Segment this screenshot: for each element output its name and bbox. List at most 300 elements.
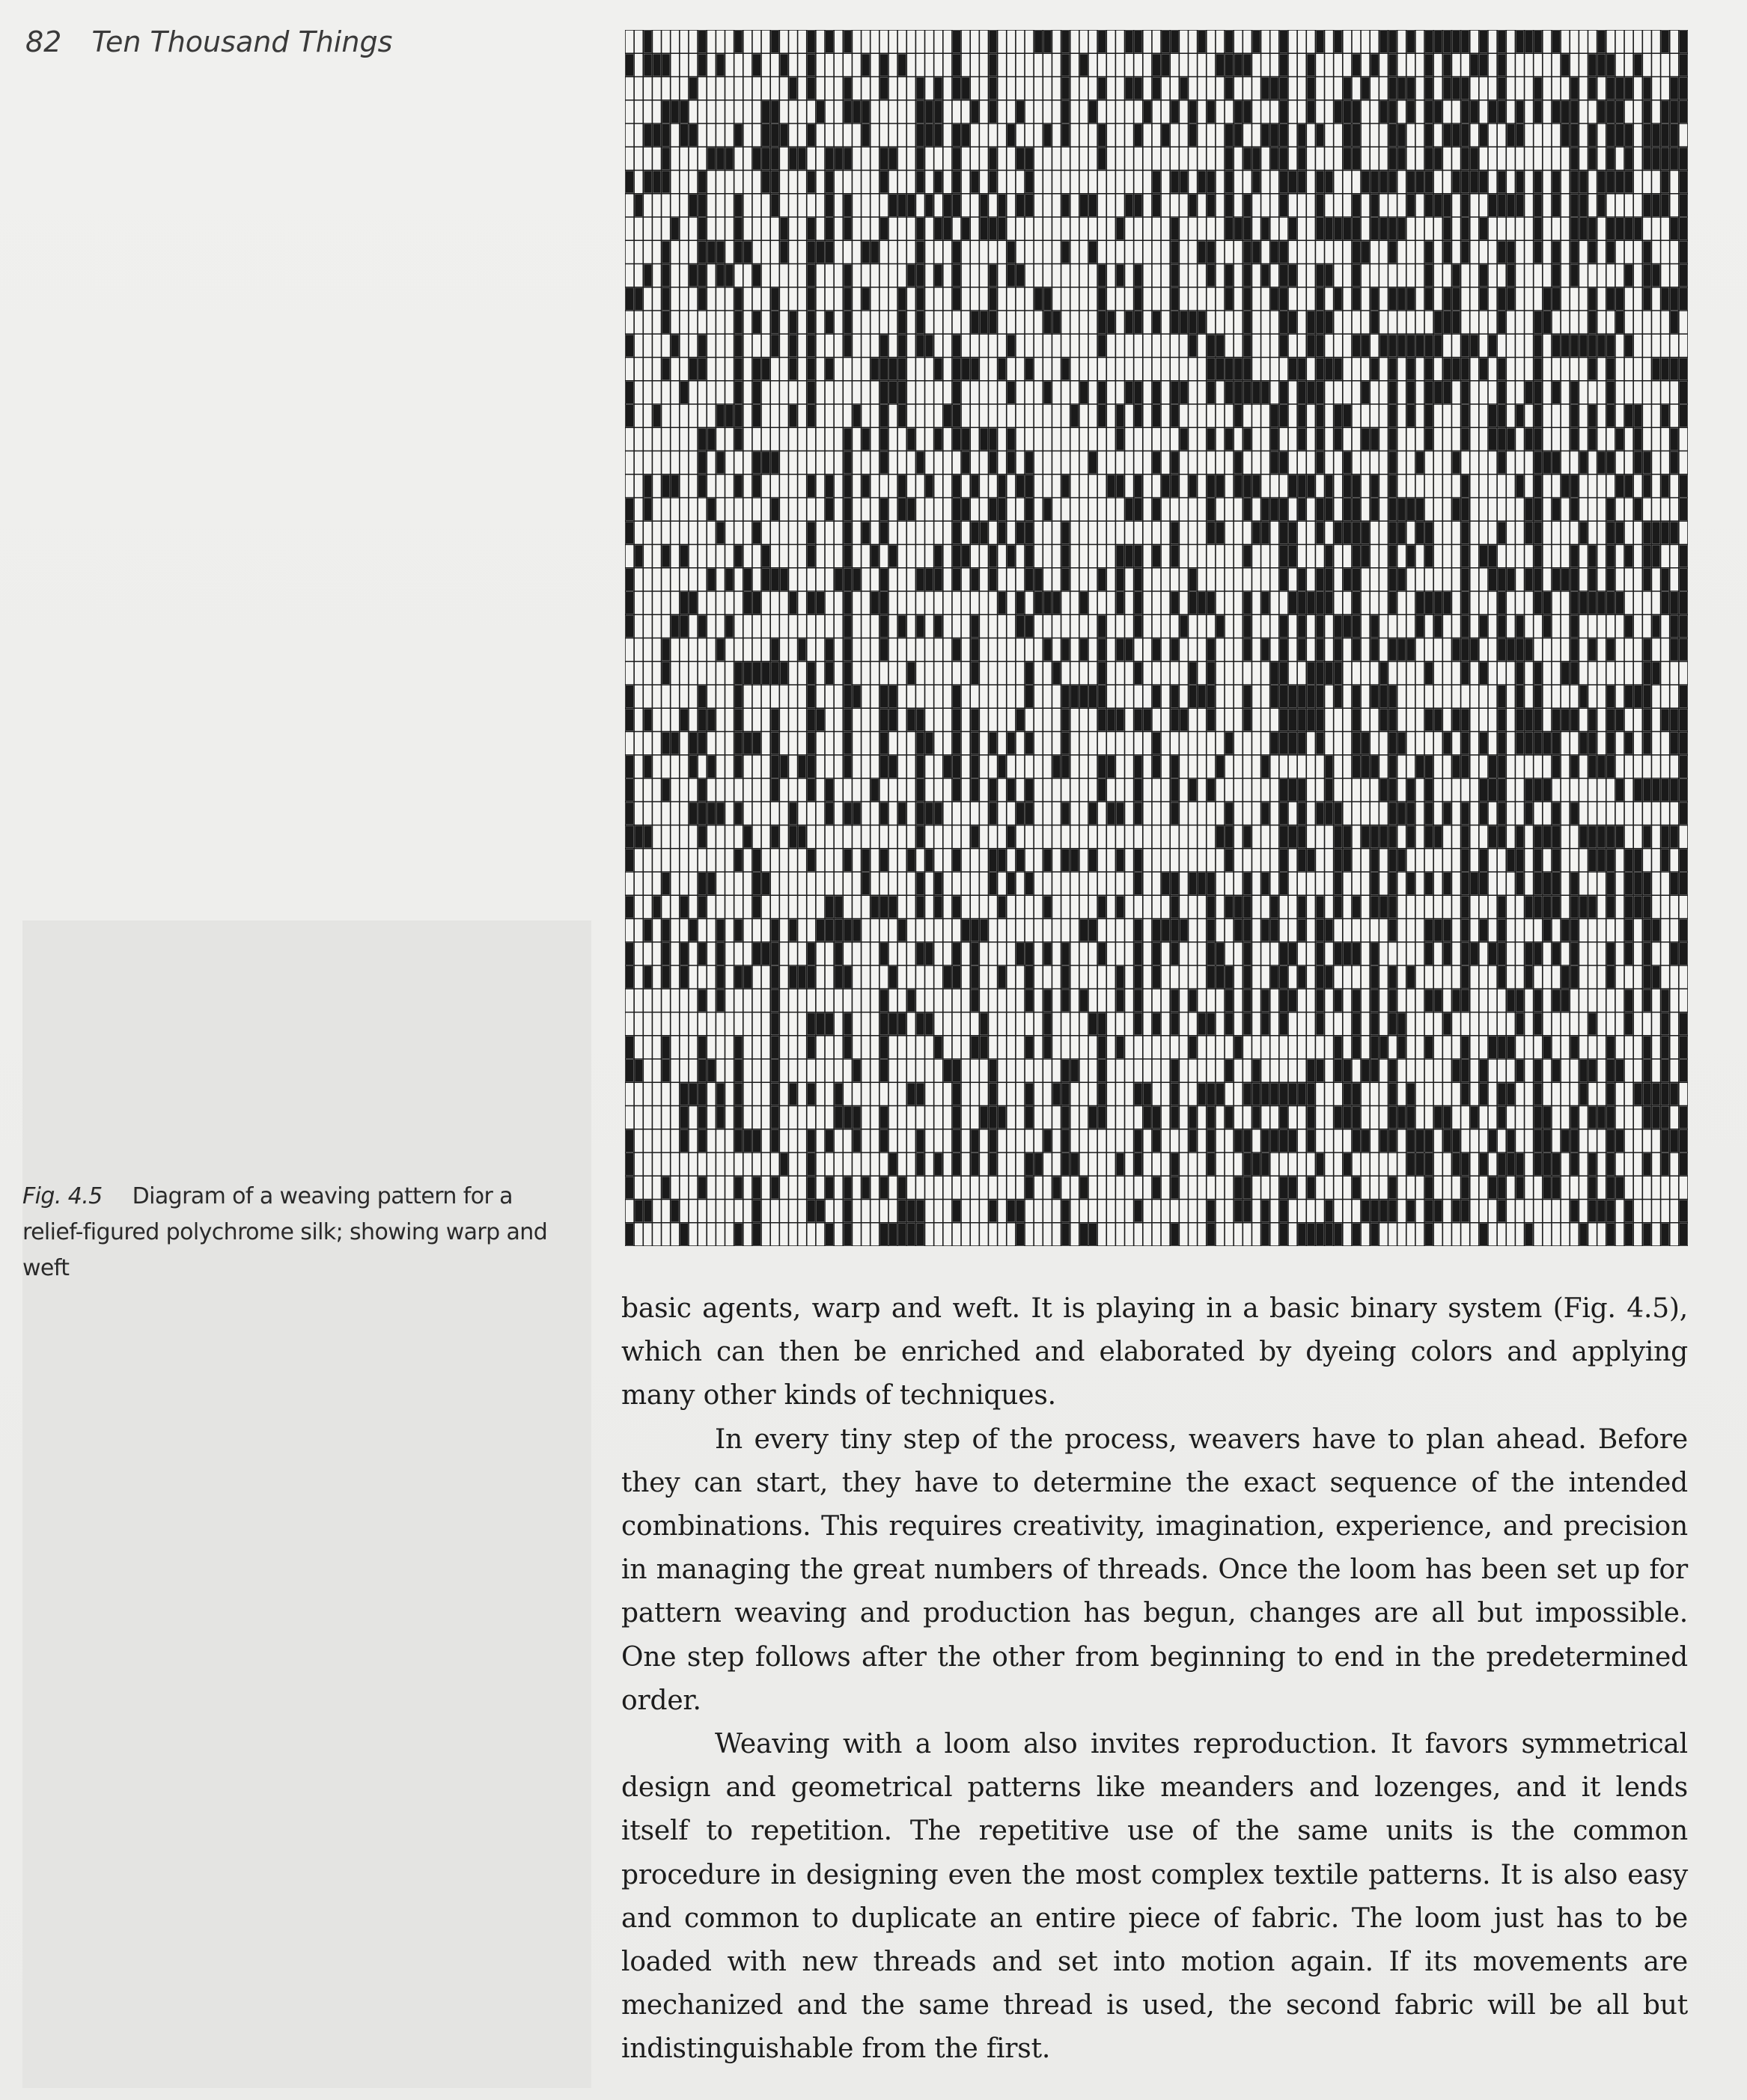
filled-cell (1662, 826, 1669, 848)
filled-cell (953, 966, 960, 988)
filled-cell (1016, 265, 1024, 287)
filled-cell (1062, 1224, 1070, 1245)
filled-cell (1589, 756, 1597, 778)
filled-cell (1280, 101, 1287, 123)
filled-cell (1443, 241, 1451, 263)
filled-cell (1353, 1224, 1360, 1245)
filled-cell (1116, 966, 1123, 988)
filled-cell (1207, 265, 1215, 287)
filled-cell (1280, 1083, 1287, 1105)
filled-cell (1589, 358, 1597, 380)
filled-cell (1025, 546, 1033, 567)
filled-cell (1098, 709, 1106, 730)
filled-cell (644, 756, 651, 778)
filled-cell (1316, 569, 1323, 590)
filled-cell (1280, 779, 1287, 801)
filled-cell (698, 989, 706, 1011)
filled-cell (1680, 382, 1687, 403)
filled-cell (1171, 779, 1178, 801)
filled-cell (844, 195, 851, 216)
filled-cell (1671, 1130, 1678, 1152)
filled-cell (1498, 1176, 1505, 1198)
filled-cell (1344, 78, 1351, 100)
filled-cell (1307, 709, 1314, 730)
filled-cell (1652, 522, 1659, 543)
filled-cell (1643, 101, 1650, 123)
filled-cell (1071, 405, 1079, 427)
filled-cell (998, 475, 1006, 497)
filled-cell (1671, 428, 1678, 450)
filled-cell (635, 288, 642, 310)
filled-cell (889, 1013, 897, 1035)
filled-cell (726, 569, 734, 590)
filled-cell (1379, 896, 1387, 918)
filled-cell (1680, 615, 1687, 637)
filled-cell (926, 849, 933, 871)
filled-cell (735, 966, 743, 988)
filled-cell (1625, 1200, 1632, 1222)
filled-cell (1589, 54, 1597, 76)
filled-cell (1534, 896, 1542, 918)
filled-cell (1062, 849, 1070, 871)
filled-cell (1171, 1153, 1178, 1175)
filled-cell (735, 335, 743, 356)
filled-cell (1371, 849, 1378, 871)
filled-cell (1407, 873, 1415, 894)
filled-cell (1452, 498, 1460, 520)
filled-cell (1570, 615, 1578, 637)
filled-cell (1016, 802, 1024, 824)
filled-cell (1579, 335, 1587, 356)
filled-cell (1398, 639, 1406, 661)
filled-cell (853, 1107, 860, 1129)
filled-cell (835, 966, 842, 988)
filled-cell (1126, 78, 1133, 100)
filled-cell (989, 1083, 996, 1105)
filled-cell (1607, 522, 1615, 543)
filled-cell (753, 733, 760, 754)
filled-cell (1298, 124, 1305, 146)
filled-cell (1135, 709, 1142, 730)
filled-cell (753, 147, 760, 169)
filled-cell (1126, 382, 1133, 403)
filled-cell (1153, 943, 1160, 965)
filled-cell (1234, 54, 1242, 76)
filled-cell (962, 920, 969, 941)
filled-cell (1353, 1107, 1360, 1129)
filled-cell (1207, 475, 1215, 497)
filled-cell (1280, 686, 1287, 707)
filled-cell (916, 147, 924, 169)
filled-cell (989, 849, 996, 871)
filled-cell (1525, 733, 1533, 754)
filled-cell (1598, 171, 1606, 193)
filled-cell (698, 802, 706, 824)
paragraph-1: basic agents, warp and weft. It is playing in a basic binary system (Fig. 4.5), which can then be enriched and elaborated by dyeing colors and applying many other kinds of techniques. (621, 1293, 1688, 1411)
filled-cell (1607, 1176, 1615, 1198)
filled-cell (1452, 311, 1460, 333)
filled-cell (844, 1200, 851, 1222)
filled-cell (916, 802, 924, 824)
filled-cell (735, 733, 743, 754)
filled-cell (1025, 1037, 1033, 1058)
filled-cell (1243, 335, 1251, 356)
filled-cell (1098, 686, 1106, 707)
filled-cell (1153, 686, 1160, 707)
filled-cell (1680, 1130, 1687, 1152)
filled-cell (726, 405, 734, 427)
filled-cell (1534, 1060, 1542, 1081)
filled-cell (1388, 78, 1396, 100)
filled-cell (862, 54, 870, 76)
filled-cell (1552, 31, 1560, 52)
filled-cell (662, 639, 670, 661)
filled-cell (1307, 335, 1314, 356)
filled-cell (1671, 1083, 1678, 1105)
filled-cell (880, 1037, 888, 1058)
filled-cell (1498, 826, 1505, 848)
filled-cell (1162, 31, 1169, 52)
filled-cell (1589, 405, 1597, 427)
filled-cell (880, 849, 888, 871)
filled-cell (1262, 265, 1269, 287)
filled-cell (971, 662, 978, 684)
filled-cell (1198, 686, 1206, 707)
filled-cell (1016, 615, 1024, 637)
filled-cell (844, 709, 851, 730)
filled-cell (1189, 124, 1196, 146)
filled-cell (1353, 522, 1360, 543)
filled-cell (1425, 54, 1433, 76)
filled-cell (1216, 358, 1224, 380)
filled-cell (1625, 943, 1632, 965)
filled-cell (1207, 592, 1215, 614)
filled-cell (980, 1013, 987, 1035)
filled-cell (1080, 1176, 1088, 1198)
filled-cell (1107, 475, 1115, 497)
filled-cell (1407, 966, 1415, 988)
filled-cell (1552, 826, 1560, 848)
filled-cell (953, 779, 960, 801)
filled-cell (1552, 733, 1560, 754)
filled-cell (671, 335, 679, 356)
filled-cell (753, 265, 760, 287)
filled-cell (1498, 639, 1505, 661)
filled-cell (1534, 1083, 1542, 1105)
filled-cell (880, 171, 888, 193)
filled-cell (1407, 802, 1415, 824)
filled-cell (1353, 733, 1360, 754)
filled-cell (698, 1083, 706, 1105)
filled-cell (880, 686, 888, 707)
filled-cell (1643, 147, 1650, 169)
filled-cell (1516, 615, 1523, 637)
filled-cell (1371, 288, 1378, 310)
filled-cell (880, 989, 888, 1011)
filled-cell (1016, 709, 1024, 730)
filled-cell (735, 686, 743, 707)
filled-cell (808, 1200, 815, 1222)
filled-cell (689, 265, 697, 287)
filled-cell (1098, 639, 1106, 661)
filled-cell (880, 1060, 888, 1081)
filled-cell (1326, 802, 1333, 824)
filled-cell (1498, 382, 1505, 403)
filled-cell (707, 756, 715, 778)
filled-cell (1326, 592, 1333, 614)
filled-cell (1225, 288, 1233, 310)
filled-cell (735, 802, 743, 824)
filled-cell (1089, 1013, 1097, 1035)
filled-cell (1516, 1060, 1523, 1081)
filled-cell (644, 54, 651, 76)
filled-cell (1234, 218, 1242, 239)
filled-cell (916, 943, 924, 965)
filled-cell (1280, 849, 1287, 871)
filled-cell (1598, 1107, 1606, 1129)
filled-cell (1616, 779, 1623, 801)
filled-cell (1462, 733, 1469, 754)
filled-cell (662, 546, 670, 567)
filled-cell (644, 920, 651, 941)
filled-cell (762, 124, 769, 146)
filled-cell (808, 522, 815, 543)
filled-cell (735, 31, 743, 52)
filled-cell (1326, 218, 1333, 239)
filled-cell (1498, 1153, 1505, 1175)
filled-cell (680, 101, 688, 123)
filled-cell (1189, 335, 1196, 356)
filled-cell (1498, 452, 1505, 474)
filled-cell (1443, 943, 1451, 965)
filled-cell (1243, 546, 1251, 567)
filled-cell (1007, 873, 1015, 894)
filled-cell (953, 756, 960, 778)
filled-cell (762, 452, 769, 474)
filled-cell (1398, 218, 1406, 239)
filled-cell (1462, 873, 1469, 894)
filled-cell (1371, 1013, 1378, 1035)
filled-cell (1388, 31, 1396, 52)
filled-cell (1353, 1130, 1360, 1152)
filled-cell (762, 358, 769, 380)
filled-cell (1616, 288, 1623, 310)
filled-cell (880, 733, 888, 754)
filled-cell (1607, 1130, 1615, 1152)
filled-cell (1388, 218, 1396, 239)
filled-cell (1243, 147, 1251, 169)
filled-cell (1388, 709, 1396, 730)
filled-cell (644, 265, 651, 287)
filled-cell (1243, 195, 1251, 216)
filled-cell (1062, 1200, 1070, 1222)
filled-cell (1207, 943, 1215, 965)
filled-cell (1570, 802, 1578, 824)
filled-cell (1043, 498, 1051, 520)
filled-cell (653, 124, 660, 146)
filled-cell (1307, 1130, 1314, 1152)
filled-cell (1153, 966, 1160, 988)
filled-cell (1425, 1130, 1433, 1152)
filled-cell (1534, 358, 1542, 380)
filled-cell (680, 1083, 688, 1105)
filled-cell (1080, 382, 1088, 403)
filled-cell (1243, 358, 1251, 380)
filled-cell (1552, 709, 1560, 730)
filled-cell (1398, 802, 1406, 824)
filled-cell (1153, 733, 1160, 754)
filled-cell (1298, 802, 1305, 824)
filled-cell (1589, 1176, 1597, 1198)
filled-cell (1225, 989, 1233, 1011)
filled-cell (1516, 1176, 1523, 1198)
filled-cell (1589, 1107, 1597, 1129)
filled-cell (1407, 405, 1415, 427)
filled-cell (1561, 709, 1569, 730)
filled-cell (626, 569, 633, 590)
filled-cell (1252, 171, 1260, 193)
filled-cell (844, 1176, 851, 1198)
filled-cell (1243, 382, 1251, 403)
filled-cell (1280, 31, 1287, 52)
filled-cell (1025, 195, 1033, 216)
filled-cell (1298, 709, 1305, 730)
filled-cell (1289, 1083, 1296, 1105)
filled-cell (1543, 1107, 1551, 1129)
filled-cell (1561, 475, 1569, 497)
filled-cell (826, 779, 833, 801)
filled-cell (771, 989, 778, 1011)
filled-cell (1344, 498, 1351, 520)
filled-cell (1388, 171, 1396, 193)
filled-cell (889, 358, 897, 380)
filled-cell (1271, 662, 1278, 684)
filled-cell (1643, 1060, 1650, 1081)
filled-cell (1671, 101, 1678, 123)
filled-cell (1316, 989, 1323, 1011)
filled-cell (844, 1037, 851, 1058)
filled-cell (1216, 475, 1224, 497)
filled-cell (753, 849, 760, 871)
filled-cell (1498, 733, 1505, 754)
filled-cell (1489, 546, 1496, 567)
filled-cell (1425, 709, 1433, 730)
filled-cell (1298, 733, 1305, 754)
filled-cell (1480, 1224, 1487, 1245)
filled-cell (1607, 709, 1615, 730)
filled-cell (689, 358, 697, 380)
filled-cell (1362, 171, 1369, 193)
filled-cell (1552, 989, 1560, 1011)
filled-cell (1135, 756, 1142, 778)
filled-cell (1243, 592, 1251, 614)
filled-cell (817, 709, 824, 730)
filled-cell (1589, 288, 1597, 310)
filled-cell (1643, 569, 1650, 590)
filled-cell (1034, 288, 1042, 310)
filled-cell (1462, 546, 1469, 567)
filled-cell (1680, 569, 1687, 590)
filled-cell (626, 756, 633, 778)
filled-cell (953, 195, 960, 216)
filled-cell (1062, 756, 1070, 778)
filled-cell (1561, 569, 1569, 590)
filled-cell (1543, 592, 1551, 614)
filled-cell (1135, 546, 1142, 567)
filled-cell (1680, 1224, 1687, 1245)
filled-cell (626, 779, 633, 801)
filled-cell (1534, 1013, 1542, 1035)
filled-cell (762, 147, 769, 169)
filled-cell (1570, 896, 1578, 918)
filled-cell (844, 1013, 851, 1035)
filled-cell (1607, 452, 1615, 474)
filled-cell (998, 756, 1006, 778)
filled-cell (989, 498, 996, 520)
filled-cell (1298, 779, 1305, 801)
filled-cell (1289, 546, 1296, 567)
filled-cell (626, 171, 633, 193)
page-number: 82 (25, 25, 62, 58)
filled-cell (753, 873, 760, 894)
filled-cell (635, 195, 642, 216)
filled-cell (726, 147, 734, 169)
filled-cell (753, 311, 760, 333)
filled-cell (1452, 1060, 1460, 1081)
filled-cell (744, 733, 751, 754)
filled-cell (1335, 896, 1342, 918)
filled-cell (662, 265, 670, 287)
filled-cell (1234, 452, 1242, 474)
filled-cell (1489, 943, 1496, 965)
filled-cell (1480, 1060, 1487, 1081)
filled-cell (1471, 943, 1478, 965)
filled-cell (1616, 522, 1623, 543)
filled-cell (1570, 592, 1578, 614)
filled-cell (998, 592, 1006, 614)
filled-cell (1407, 78, 1415, 100)
filled-cell (907, 195, 915, 216)
filled-cell (1589, 311, 1597, 333)
filled-cell (1643, 779, 1650, 801)
filled-cell (698, 31, 706, 52)
filled-cell (1362, 1200, 1369, 1222)
filled-cell (1616, 709, 1623, 730)
filled-cell (1462, 1153, 1469, 1175)
filled-cell (817, 1200, 824, 1222)
filled-cell (1552, 1153, 1560, 1175)
filled-cell (716, 943, 724, 965)
filled-cell (1425, 358, 1433, 380)
filled-cell (662, 779, 670, 801)
filled-cell (1516, 662, 1523, 684)
filled-cell (1234, 1130, 1242, 1152)
filled-cell (1116, 989, 1123, 1011)
filled-cell (1607, 1037, 1615, 1058)
filled-cell (898, 195, 906, 216)
filled-cell (1425, 546, 1433, 567)
filled-cell (944, 195, 951, 216)
filled-cell (1425, 1224, 1433, 1245)
filled-cell (907, 709, 915, 730)
filled-cell (1662, 1037, 1669, 1058)
filled-cell (835, 943, 842, 965)
filled-cell (1298, 428, 1305, 450)
filled-cell (1062, 966, 1070, 988)
filled-cell (1326, 920, 1333, 941)
filled-cell (1589, 241, 1597, 263)
filled-cell (1579, 733, 1587, 754)
